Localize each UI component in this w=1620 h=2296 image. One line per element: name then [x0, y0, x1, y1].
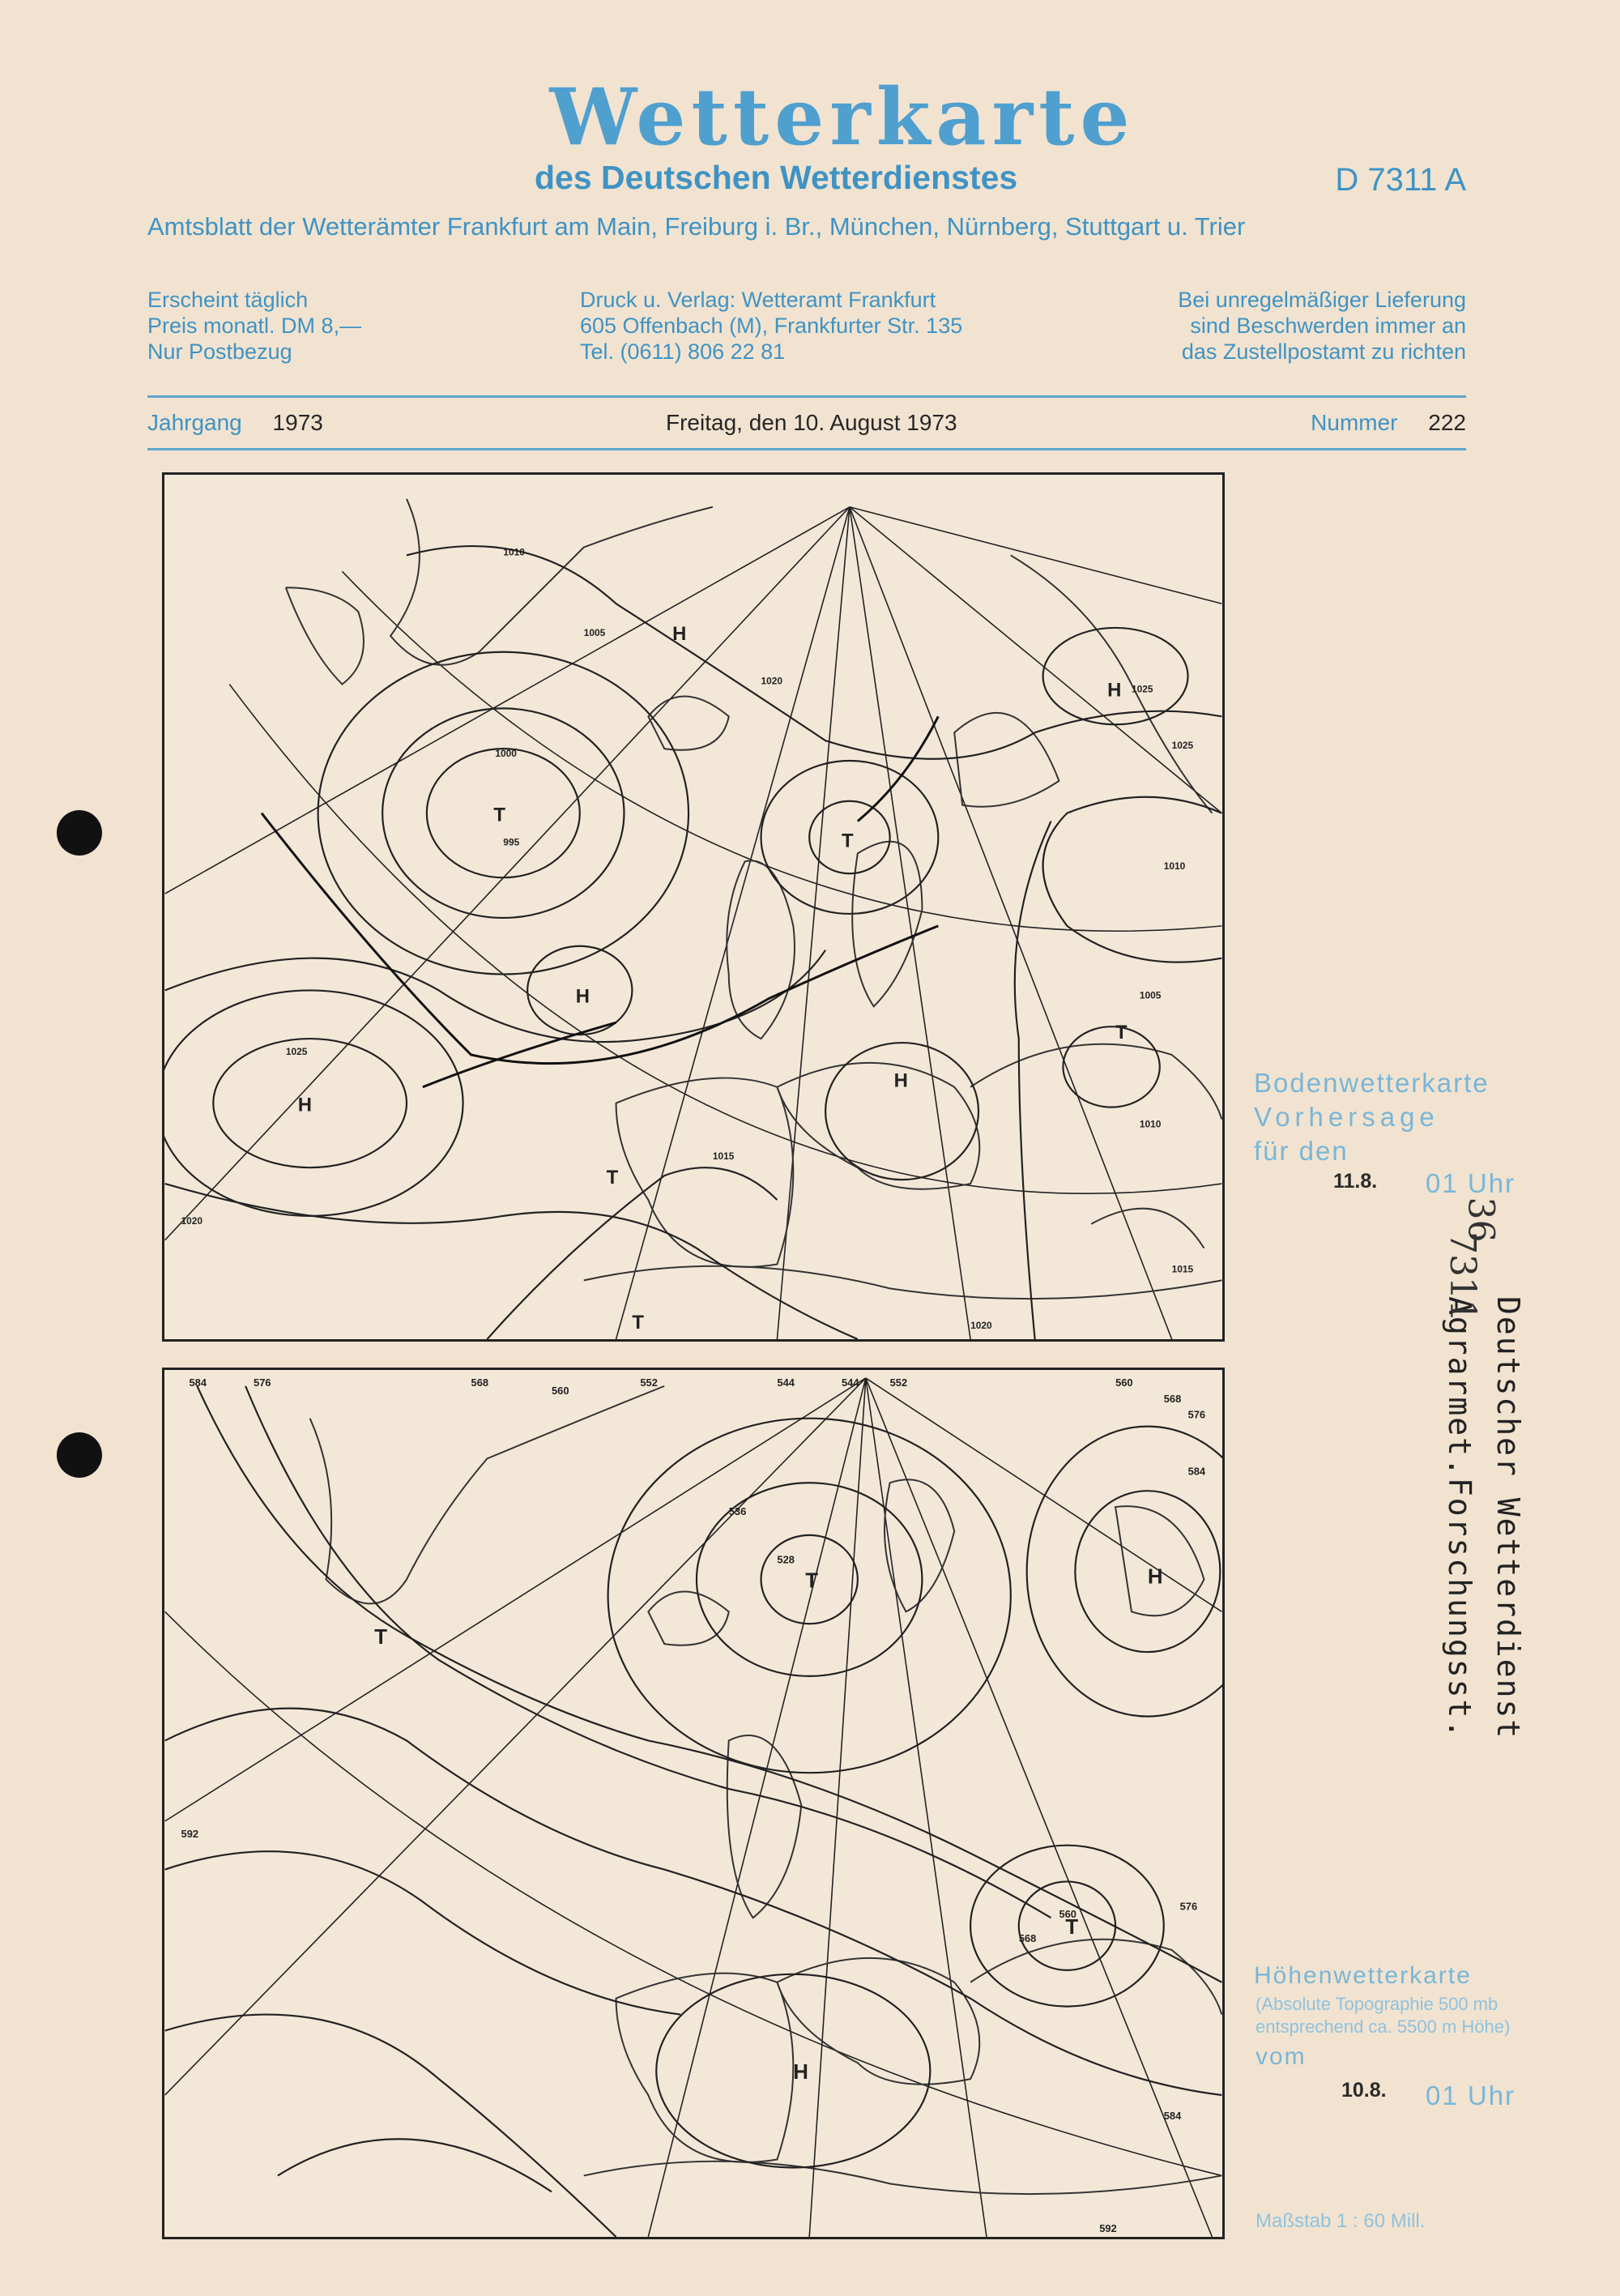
contour-value: 544 — [777, 1376, 795, 1389]
punch-hole-bottom — [57, 1432, 102, 1478]
contour-value: 560 — [1115, 1376, 1133, 1389]
low-pressure-label: T — [632, 1312, 645, 1334]
surface-caption-line: Bodenwetterkarte — [1254, 1068, 1490, 1098]
upper-map-date: 10.8. — [1341, 2079, 1387, 2102]
contour-value: 584 — [189, 1376, 207, 1389]
upper-caption-sub-line: (Absolute Topographie 500 mb — [1256, 1994, 1498, 2014]
low-pressure-label: T — [1065, 1916, 1079, 1940]
upper-map-vom: vom — [1256, 2043, 1307, 2070]
contour-value: 560 — [1059, 1908, 1077, 1921]
info-left — [147, 287, 361, 365]
jahrgang-value: 1973 — [272, 410, 323, 435]
low-pressure-label: T — [493, 804, 505, 826]
high-pressure-label: H — [1147, 1565, 1163, 1589]
contour-value: 560 — [551, 1384, 569, 1397]
nummer — [1311, 410, 1466, 436]
isobars — [164, 546, 1221, 1339]
contour-value: 568 — [1163, 1392, 1182, 1405]
info-right-line: sind Beschwerden immer an — [1190, 314, 1466, 338]
surface-map-time: 01 Uhr — [1426, 1168, 1516, 1198]
isobar-value: 1000 — [495, 748, 517, 760]
amtsblatt-line: Amtsblatt der Wetterämter Frankfurt am Main, Freiburg i. Br., München, Nürnberg, Stuttgart u. Trier — [147, 212, 1246, 241]
surface-map-date: 11.8. — [1333, 1170, 1378, 1193]
isobar-value: 1015 — [712, 1150, 735, 1163]
contour-value: 568 — [1018, 1932, 1037, 1945]
isobar-value: 1020 — [181, 1214, 203, 1227]
isobar-value: 1015 — [1171, 1263, 1194, 1275]
jahrgang-label: Jahrgang — [147, 410, 242, 435]
high-pressure-label: H — [575, 985, 590, 1008]
isobar-value: 1005 — [1139, 989, 1162, 1001]
nummer-value: 222 — [1428, 410, 1466, 435]
upper-map-caption-title: Höhenwetterkarte — [1254, 1962, 1472, 1989]
nummer-label: Nummer — [1311, 410, 1398, 435]
contour-value: 528 — [777, 1553, 795, 1566]
surface-map-caption — [1254, 1066, 1490, 1168]
newspaper-title: Wetterkarte — [549, 71, 1136, 163]
map-scale: Maßstab 1 : 60 Mill. — [1256, 2210, 1426, 2232]
surface-weather-map — [162, 472, 1225, 1342]
contour-value: 544 — [841, 1376, 859, 1389]
rule-bottom — [147, 448, 1466, 450]
high-pressure-label: H — [793, 2061, 808, 2085]
upper-map-drawing — [164, 1370, 1222, 2237]
handwritten-code: 7311 — [1442, 1231, 1483, 1322]
isobar-value: 1005 — [583, 626, 606, 638]
meridian-grid — [165, 1378, 1222, 2237]
meridian-grid — [165, 507, 1222, 1339]
contour-value: 552 — [889, 1376, 908, 1389]
isobar-value: 1020 — [761, 675, 783, 687]
coastlines — [310, 1386, 1222, 2194]
upper-map-time: 01 Uhr — [1426, 2080, 1516, 2110]
rule-top — [147, 395, 1466, 398]
contour-value: 576 — [254, 1376, 271, 1389]
coastlines — [286, 499, 1222, 1299]
info-right — [1178, 287, 1466, 365]
isobar-value: 1025 — [1131, 683, 1153, 695]
height-contours — [165, 1386, 1222, 2237]
low-pressure-label: T — [606, 1167, 619, 1189]
upper-air-map — [162, 1368, 1225, 2239]
handwritten-number: 36 — [1460, 1197, 1502, 1243]
surface-map-drawing — [164, 475, 1222, 1339]
info-center — [580, 287, 962, 365]
low-pressure-label: T — [374, 1626, 388, 1649]
high-pressure-label: H — [893, 1069, 908, 1092]
surface-caption-line: Vorhersage — [1254, 1102, 1439, 1132]
stamp-line-1: Deutscher Wetterdienst — [1490, 1296, 1526, 1740]
high-pressure-label: H — [297, 1094, 312, 1116]
low-pressure-label: T — [805, 1569, 819, 1593]
isobar-value: 995 — [503, 836, 520, 848]
punch-hole-top — [57, 810, 102, 856]
contour-value: 584 — [1163, 2109, 1182, 2122]
upper-caption-sub-line: entsprechend ca. 5500 m Höhe) — [1256, 2016, 1511, 2037]
info-right-line: das Zustellpostamt zu richten — [1181, 339, 1466, 364]
upper-map-caption-sub — [1256, 1993, 1510, 2038]
info-right-line: Bei unregelmäßiger Lieferung — [1178, 288, 1466, 312]
contour-value: 576 — [1179, 1900, 1198, 1913]
stamp-line-2: Agrarmet.Forschungsst. — [1442, 1296, 1477, 1740]
contour-value: 576 — [1187, 1408, 1206, 1421]
isobar-value: 1010 — [1163, 860, 1186, 873]
issue-date: Freitag, den 10. August 1973 — [666, 410, 957, 435]
isobar-value: 1020 — [970, 1320, 992, 1332]
isobar-value: 1025 — [1171, 740, 1194, 752]
isobar-value: 1010 — [1139, 1118, 1162, 1130]
contour-value: 552 — [640, 1376, 658, 1389]
high-pressure-label: H — [672, 622, 687, 645]
contour-value: 568 — [471, 1376, 489, 1389]
info-center-line: Tel. (0611) 806 22 81 — [580, 339, 786, 364]
contour-value: 592 — [1099, 2222, 1117, 2235]
info-center-line: Druck u. Verlag: Wetteramt Frankfurt — [580, 288, 936, 312]
jahrgang — [147, 410, 323, 436]
newspaper-subtitle: des Deutschen Wetterdienstes — [535, 159, 1018, 196]
isobar-value: 1010 — [503, 546, 525, 558]
contour-value: 584 — [1187, 1465, 1206, 1478]
low-pressure-label: T — [1115, 1022, 1128, 1044]
low-pressure-label: T — [841, 830, 854, 852]
high-pressure-label: H — [1107, 679, 1122, 702]
contour-value: 592 — [181, 1827, 199, 1840]
contour-value: 536 — [728, 1504, 747, 1517]
surface-caption-line: für den — [1254, 1136, 1349, 1166]
isobar-value: 1025 — [285, 1045, 308, 1057]
info-left-line: Erscheint täglich — [147, 288, 309, 312]
issue-code: D 7311 A — [1335, 162, 1466, 198]
info-center-line: 605 Offenbach (M), Frankfurter Str. 135 — [580, 314, 963, 338]
info-left-line: Preis monatl. DM 8,— — [147, 314, 362, 338]
info-left-line: Nur Postbezug — [147, 339, 292, 364]
